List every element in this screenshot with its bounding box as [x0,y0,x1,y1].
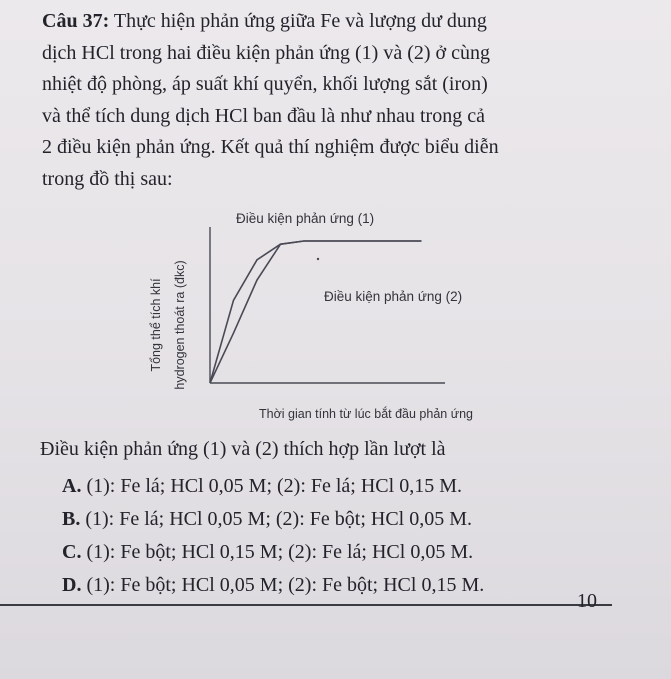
question-text [42,6,642,196]
y-axis-label-2: hydrogen thoát ra (đkc) [173,260,187,390]
question-label: Câu 37: [42,10,110,32]
page-number: 10 [577,590,597,612]
reaction-graph [140,205,520,430]
option-letter: C. [62,541,82,563]
option-letter: A. [62,475,82,497]
option-letter: B. [62,508,81,530]
option-text: (1): Fe lá; HCl 0,05 M; (2): Fe bột; HCl 0,05 M. [80,508,473,530]
option-d[interactable] [62,569,484,602]
question-line: nhiệt độ phòng, áp suất khí quyển, khối lượng sắt (iron) [42,73,488,96]
question-line: Câu 37: Thực hiện phản ứng giữa Fe và lượng dư dung [42,10,487,32]
option-letter: D. [62,574,82,596]
y-axis-label: Tổng thể tích khí [149,278,163,372]
option-text: (1): Fe bột; HCl 0,05 M; (2): Fe bột; HCl 0,15 M. [81,574,485,596]
series-label-condition-1: Điều kiện phản ứng (1) [236,211,375,226]
option-text: (1): Fe bột; HCl 0,15 M; (2): Fe lá; HCl 0,05 M. [81,541,474,563]
question-line: 2 điều kiện phản ứng. Kết quả thí nghiệm được biểu diễn [42,136,499,159]
question-line: và thể tích dung dịch HCl ban đầu là như nhau trong cả [42,104,485,127]
question-stem: Điều kiện phản ứng (1) và (2) thích hợp lần lượt là [40,438,446,460]
option-b[interactable] [62,503,484,536]
option-a[interactable] [62,470,484,503]
series-line-condition-2 [210,241,422,383]
divider-line [0,604,612,606]
curve-dot [317,258,319,260]
series-label-condition-2: Điều kiện phản ứng (2) [324,289,463,304]
option-c[interactable] [62,536,484,569]
option-text: (1): Fe lá; HCl 0,05 M; (2): Fe lá; HCl 0,15 M. [81,475,462,497]
answer-options [62,470,484,602]
question-line: trong đồ thị sau: [42,167,173,190]
question-line: dịch HCl trong hai điều kiện phản ứng (1) và (2) ở cùng [42,41,490,64]
x-axis-label: Thời gian tính từ lúc bắt đầu phản ứng [259,407,473,421]
series-line-condition-1 [210,241,422,383]
